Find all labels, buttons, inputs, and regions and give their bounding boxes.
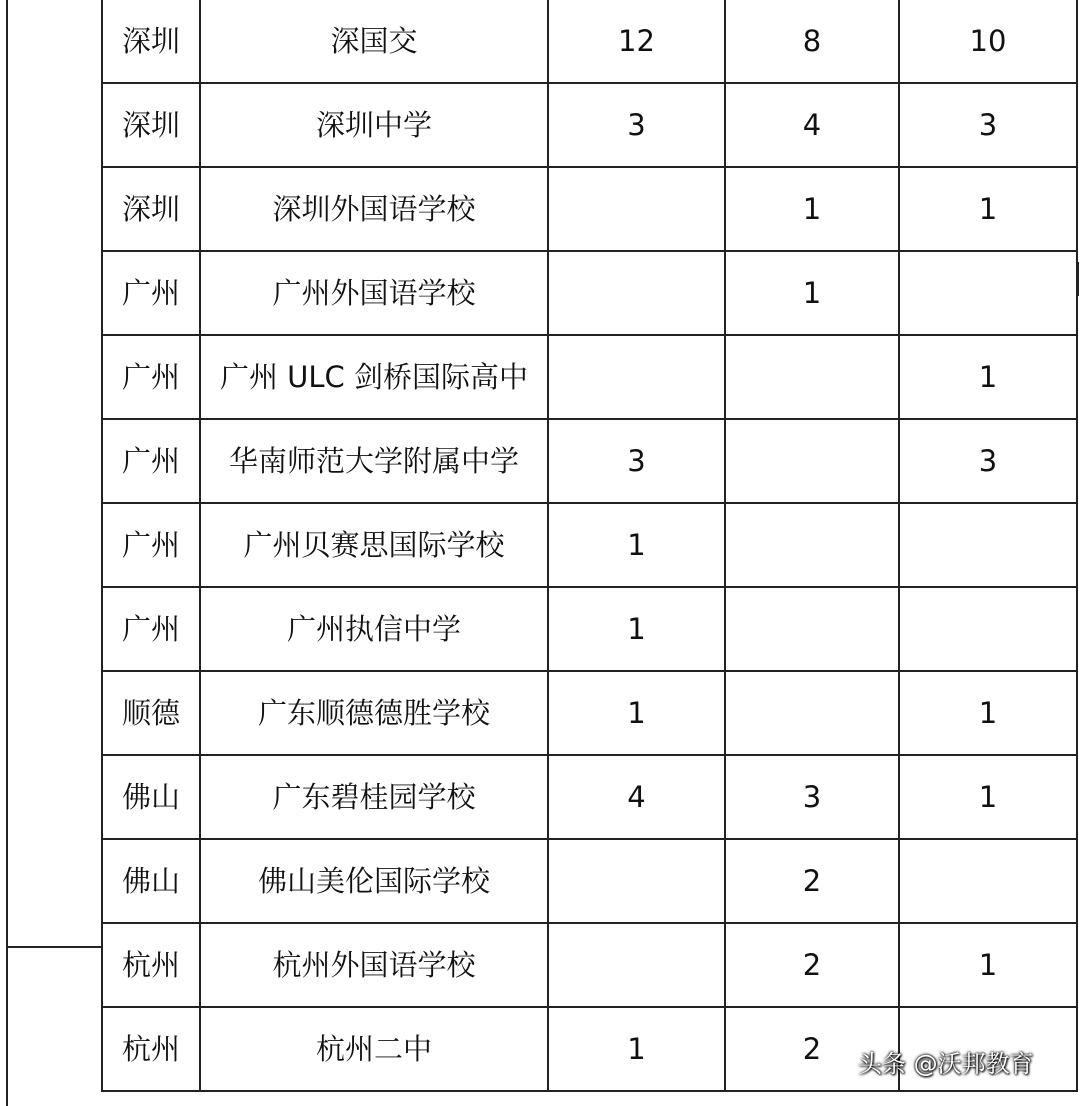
school-table — [101, 0, 1078, 1092]
city-cell: 广州 — [102, 419, 200, 503]
count-cell-2 — [725, 419, 899, 503]
city-cell: 深圳 — [102, 167, 200, 251]
count-cell-1 — [548, 923, 725, 1007]
school-cell: 深圳外国语学校 — [200, 167, 548, 251]
count-cell-1: 1 — [548, 671, 725, 755]
table-body — [102, 0, 1077, 1091]
table-row — [102, 83, 1077, 167]
city-cell: 深圳 — [102, 83, 200, 167]
school-cell: 广东顺德德胜学校 — [200, 671, 548, 755]
count-cell-1: 1 — [548, 503, 725, 587]
city-cell: 杭州 — [102, 923, 200, 1007]
region-cell-guangdong — [6, 0, 102, 948]
city-cell: 佛山 — [102, 755, 200, 839]
school-cell: 佛山美伦国际学校 — [200, 839, 548, 923]
count-cell-3 — [899, 839, 1077, 923]
table-row — [102, 251, 1077, 335]
count-cell-2: 2 — [725, 1007, 899, 1091]
city-cell: 广州 — [102, 587, 200, 671]
school-cell: 广州 ULC 剑桥国际高中 — [200, 335, 548, 419]
table-row — [102, 335, 1077, 419]
count-cell-3: 10 — [899, 0, 1077, 83]
city-cell: 广州 — [102, 335, 200, 419]
count-cell-1 — [548, 335, 725, 419]
region-cell-zhejiang — [6, 946, 102, 1106]
count-cell-2 — [725, 671, 899, 755]
school-cell: 深圳中学 — [200, 83, 548, 167]
table-row — [102, 839, 1077, 923]
count-cell-1 — [548, 251, 725, 335]
count-cell-1: 4 — [548, 755, 725, 839]
city-cell: 广州 — [102, 503, 200, 587]
count-cell-3: 1 — [899, 335, 1077, 419]
city-cell: 顺德 — [102, 671, 200, 755]
table-row — [102, 0, 1077, 83]
table-row — [102, 587, 1077, 671]
table-row — [102, 167, 1077, 251]
city-cell: 杭州 — [102, 1007, 200, 1091]
count-cell-3: 3 — [899, 83, 1077, 167]
count-cell-3: 1 — [899, 923, 1077, 1007]
count-cell-1: 1 — [548, 587, 725, 671]
table-row — [102, 503, 1077, 587]
count-cell-3 — [899, 503, 1077, 587]
count-cell-3 — [899, 587, 1077, 671]
count-cell-2: 1 — [725, 167, 899, 251]
count-cell-2 — [725, 587, 899, 671]
city-cell: 佛山 — [102, 839, 200, 923]
count-cell-2: 4 — [725, 83, 899, 167]
count-cell-2: 1 — [725, 251, 899, 335]
count-cell-1: 1 — [548, 1007, 725, 1091]
school-cell: 深国交 — [200, 0, 548, 83]
count-cell-3: 1 — [899, 755, 1077, 839]
count-cell-1: 12 — [548, 0, 725, 83]
school-cell: 杭州外国语学校 — [200, 923, 548, 1007]
city-cell: 广州 — [102, 251, 200, 335]
table-row — [102, 419, 1077, 503]
count-cell-1 — [548, 167, 725, 251]
city-cell: 深圳 — [102, 0, 200, 83]
count-cell-1 — [548, 839, 725, 923]
table-row — [102, 755, 1077, 839]
count-cell-2: 8 — [725, 0, 899, 83]
count-cell-2 — [725, 335, 899, 419]
watermark: 头条 @沃邦教育 — [858, 1050, 1034, 1078]
count-cell-3 — [899, 251, 1077, 335]
count-cell-2: 2 — [725, 923, 899, 1007]
count-cell-3: 1 — [899, 671, 1077, 755]
school-cell: 杭州二中 — [200, 1007, 548, 1091]
count-cell-3: 1 — [899, 167, 1077, 251]
school-cell: 广东碧桂园学校 — [200, 755, 548, 839]
count-cell-2: 2 — [725, 839, 899, 923]
school-cell: 华南师范大学附属中学 — [200, 419, 548, 503]
school-cell: 广州外国语学校 — [200, 251, 548, 335]
count-cell-1: 3 — [548, 83, 725, 167]
school-cell: 广州执信中学 — [200, 587, 548, 671]
table-row — [102, 923, 1077, 1007]
count-cell-2 — [725, 503, 899, 587]
count-cell-1: 3 — [548, 419, 725, 503]
school-cell: 广州贝赛思国际学校 — [200, 503, 548, 587]
scrollbar-indicator — [1076, 262, 1079, 296]
count-cell-2: 3 — [725, 755, 899, 839]
count-cell-3: 3 — [899, 419, 1077, 503]
table-row — [102, 671, 1077, 755]
